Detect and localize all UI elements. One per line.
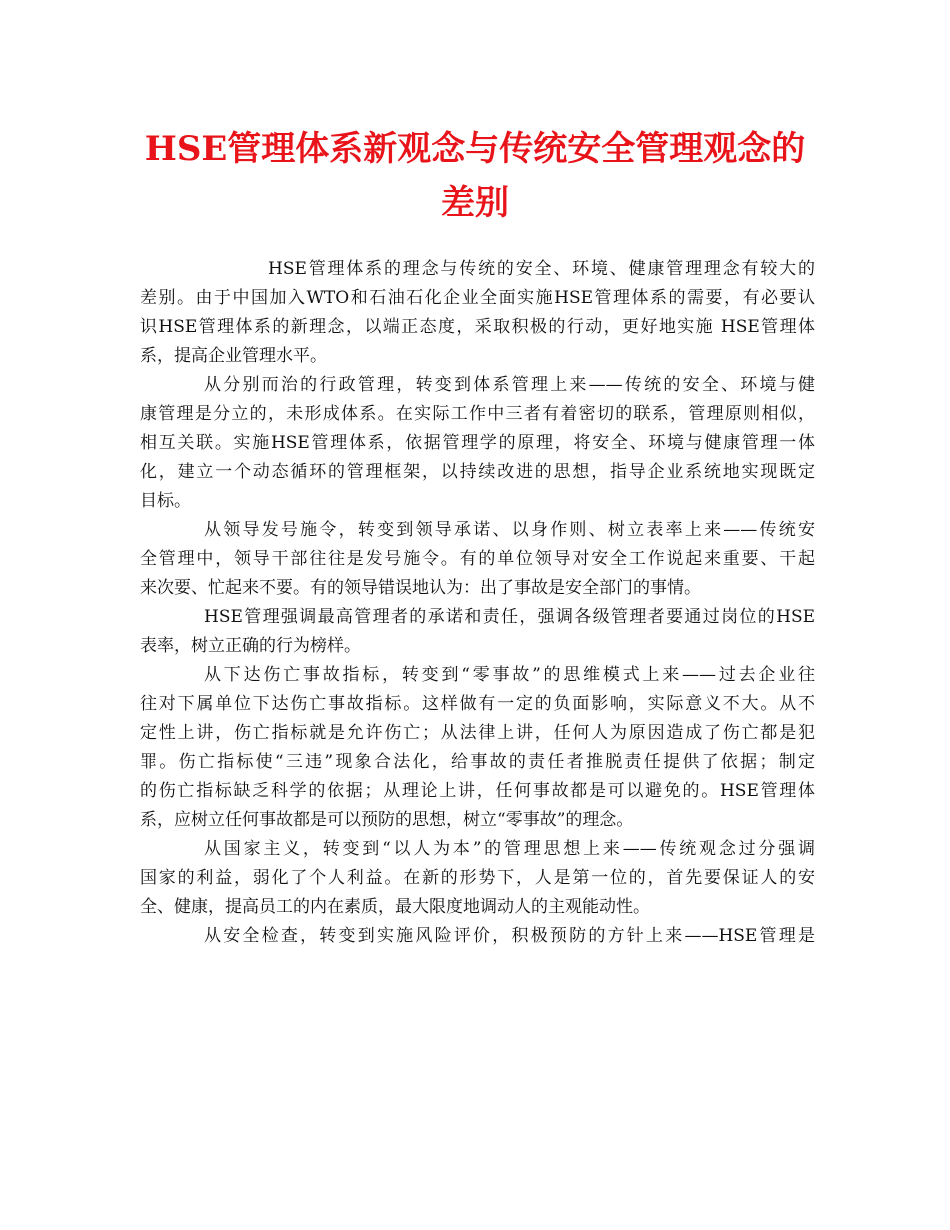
paragraph-6: [140, 835, 815, 922]
paragraph-5: [140, 661, 815, 835]
text-line: HSE管理体系的理念与传统的安全、环境、健康管理理念有较大的: [268, 259, 815, 279]
text-line: 从国家主义，转变到“以人为本”的管理思想上来——传统观念过分强调: [204, 839, 815, 859]
text-line: 定性上讲，伤亡指标就是允许伤亡；从法律上讲，任何人为原因造成了伤亡都是犯: [140, 723, 815, 743]
text-line: 表率，树立正确的行为榜样。: [140, 636, 361, 656]
text-line: 从下达伤亡事故指标，转变到“零事故”的思维模式上来——过去企业往: [204, 665, 815, 685]
text-line: 化，建立一个动态循环的管理框架，以持续改进的思想，指导企业系统地实现既定: [140, 462, 815, 482]
text-line: 罪。伤亡指标使“三违”现象合法化，给事故的责任者推脱责任提供了依据；制定: [140, 752, 815, 772]
text-line: 往对下属单位下达伤亡事故指标。这样做有一定的负面影响，实际意义不大。从不: [140, 694, 815, 714]
text-line: 系，应树立任何事故都是可以预防的思想，树立“零事故”的理念。: [140, 810, 634, 830]
text-line: 系，提高企业管理水平。: [140, 346, 327, 366]
paragraph-7: [140, 922, 815, 951]
text-line: 目标。: [140, 491, 191, 511]
text-line: 国家的利益，弱化了个人利益。在新的形势下，人是第一位的，首先要保证人的安: [140, 868, 815, 888]
text-line: 全、健康，提高员工的内在素质，最大限度地调动人的主观能动性。: [140, 897, 650, 917]
text-line: 全管理中，领导干部往往是发号施令。有的单位领导对安全工作说起来重要、干起: [140, 549, 815, 569]
paragraph-3: [140, 516, 815, 603]
text-line: 识HSE管理体系的新理念，以端正态度，采取积极的行动，更好地实施 HSE管理体: [140, 317, 815, 337]
text-line: HSE管理强调最高管理者的承诺和责任，强调各级管理者要通过岗位的HSE: [204, 607, 815, 627]
text-line: 从分别而治的行政管理，转变到体系管理上来——传统的安全、环境与健: [204, 375, 815, 395]
text-line: 来次要、忙起来不要。有的领导错误地认为：出了事故是安全部门的事情。: [140, 578, 701, 598]
text-line: 的伤亡指标缺乏科学的依据；从理论上讲，任何事故都是可以避免的。HSE管理体: [140, 781, 815, 801]
text-line: 康管理是分立的，未形成体系。在实际工作中三者有着密切的联系，管理原则相似，: [140, 404, 815, 424]
text-line: 差别。由于中国加入WTO和石油石化企业全面实施HSE管理体系的需要，有必要认: [140, 288, 815, 308]
text-line: 从领导发号施令，转变到领导承诺、以身作则、树立表率上来——传统安: [204, 520, 815, 540]
document-title: [120, 122, 830, 230]
document-body: [140, 255, 815, 951]
title-line-2: 差别: [441, 183, 509, 223]
paragraph-4: [140, 603, 815, 661]
text-line: 相互关联。实施HSE管理体系，依据管理学的原理，将安全、环境与健康管理一体: [140, 433, 815, 453]
paragraph-2: [140, 371, 815, 516]
text-line: 从安全检查，转变到实施风险评价，积极预防的方针上来——HSE管理是: [204, 926, 815, 946]
title-line-1: HSE管理体系新观念与传统安全管理观念的: [144, 129, 806, 169]
paragraph-1: [140, 255, 815, 371]
